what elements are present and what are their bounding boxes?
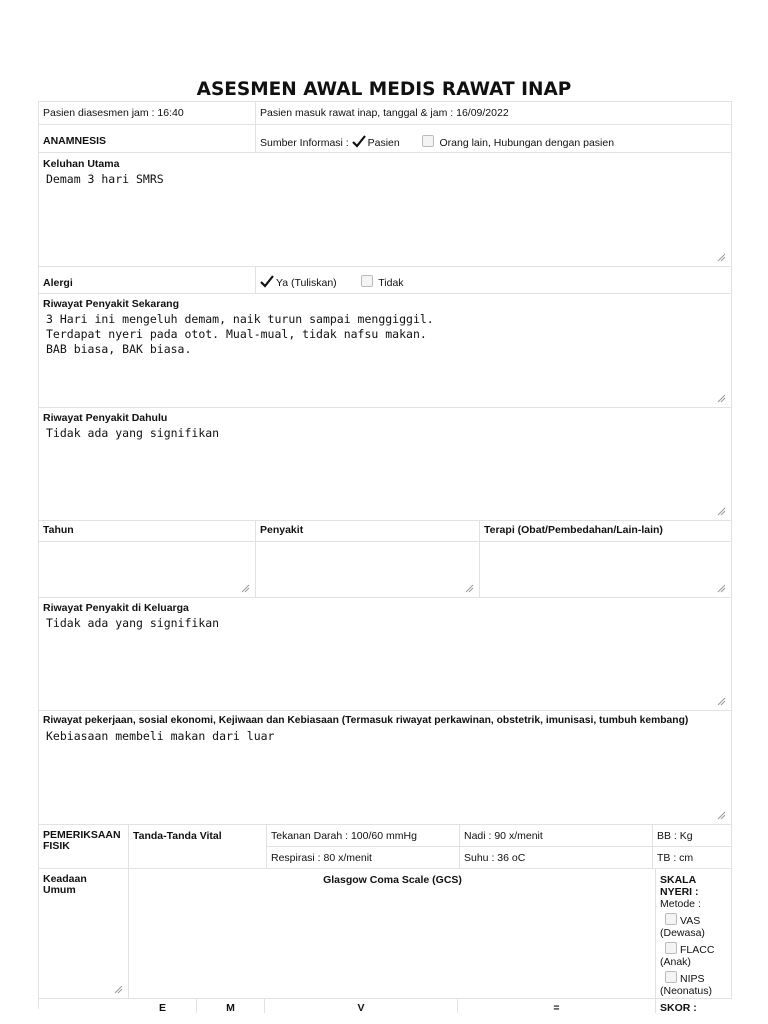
gcs-label: Glasgow Coma Scale (GCS) [323,874,462,886]
source-info-label: Sumber Informasi : [260,137,349,149]
keadaan-umum-label: Keadaan Umum [43,873,87,896]
history-table-row [39,542,732,598]
flacc-checkbox[interactable] [665,942,677,954]
keadaan-umum-textarea[interactable] [39,869,129,999]
riwayat-dahulu-value: Tidak ada yang signifikan [46,426,220,440]
weight-field[interactable] [653,825,732,846]
resize-grip-icon[interactable] [240,583,250,593]
riwayat-sosial-value: Kebiasaan membeli makan dari luar [46,729,275,743]
riwayat-sosial-row [39,711,732,825]
riwayat-keluarga-textarea[interactable] [39,598,732,710]
keluhan-utama-value: Demam 3 hari SMRS [46,172,164,186]
riwayat-sekarang-row [39,294,732,408]
resize-grip-icon[interactable] [113,984,123,994]
resize-grip-icon[interactable] [716,696,726,706]
blood-pressure-field[interactable] [267,825,460,846]
terapi-textarea[interactable] [480,542,732,597]
riwayat-dahulu-row [39,408,732,521]
vas-checkbox[interactable] [665,913,677,925]
height: TB : cm [657,852,694,864]
pain-method-label: Metode : [660,898,701,910]
keluhan-utama-row [39,153,732,267]
gcs-v: V [265,999,458,1013]
resize-grip-icon[interactable] [716,583,726,593]
riwayat-sosial-textarea[interactable] [39,711,732,824]
history-table-header [39,521,732,542]
pemeriksaan-fisik-row [39,825,732,869]
blood-pressure: Tekanan Darah : 100/60 mmHg [271,830,417,842]
assessed-time: Pasien diasesmen jam : 16:40 [43,107,184,119]
riwayat-dahulu-label: Riwayat Penyakit Dahulu [43,412,168,424]
admission-cell [256,102,732,124]
riwayat-keluarga-row [39,598,732,711]
riwayat-sekarang-textarea[interactable] [39,294,732,407]
column-penyakit: Penyakit [260,524,304,536]
riwayat-dahulu-textarea[interactable] [39,408,732,520]
temperature: Suhu : 36 oC [464,852,526,864]
temperature-field[interactable] [460,847,653,869]
gcs-area [129,869,656,999]
check-icon[interactable] [352,135,366,148]
source-patient-label: Pasien [367,137,400,149]
height-field[interactable] [653,847,732,869]
check-icon[interactable] [260,275,274,288]
riwayat-sosial-label: Riwayat pekerjaan, sosial ekonomi, Kejiwaan dan Kebiasaan (Termasuk riwayat perkawinan, obstetrik, imunisasi, tumbuh kembang) [43,715,689,726]
pulse: Nadi : 90 x/menit [464,830,543,842]
gcs-e: E [129,999,197,1013]
vital-signs-label: Tanda-Tanda Vital [133,830,222,842]
assessment-form [38,101,732,1014]
resize-grip-icon[interactable] [716,810,726,820]
pain-option-nips[interactable]: NIPS [660,971,730,985]
gcs-m: M [197,999,265,1013]
pain-scale-title: SKALA NYERI : [660,874,699,898]
keluhan-utama-label: Keluhan Utama [43,158,120,170]
column-tahun: Tahun [43,524,74,536]
riwayat-keluarga-value: Tidak ada yang signifikan [46,616,220,630]
weight: BB : Kg [657,830,693,842]
anamnesis-row [39,125,732,153]
gcs-total: = [458,999,656,1013]
alergi-no-label: Tidak [378,277,404,289]
pain-score-label: SKOR : [660,1002,697,1014]
assessed-time-cell [39,102,256,124]
alergi-row [39,267,732,294]
riwayat-sekarang-label: Riwayat Penyakit Sekarang [43,298,179,310]
alergi-no-checkbox[interactable] [361,275,373,287]
pemeriksaan-fisik-label: PEMERIKSAAN FISIK [43,829,121,852]
pulse-field[interactable] [460,825,653,846]
pain-option-flacc[interactable]: FLACC [660,942,730,956]
column-terapi: Terapi (Obat/Pembedahan/Lain-lain) [484,524,663,536]
resize-grip-icon[interactable] [716,506,726,516]
form-title: ASESMEN AWAL MEDIS RAWAT INAP [196,79,572,100]
gcs-columns [129,999,656,1013]
anamnesis-label: ANAMNESIS [43,135,107,147]
tahun-textarea[interactable] [39,542,256,597]
respiration: Respirasi : 80 x/menit [271,852,372,864]
riwayat-keluarga-label: Riwayat Penyakit di Keluarga [43,602,189,614]
admission-datetime: Pasien masuk rawat inap, tanggal & jam : 16/09/2022 [260,107,509,119]
pain-scale-area: SKALA NYERI : Metode : VAS (Dewasa) FLACC (Anak) NIPS (Neonatus) [656,869,732,999]
keluhan-utama-textarea[interactable] [39,153,732,266]
pain-option-vas[interactable]: VAS [660,913,730,927]
riwayat-sekarang-value: 3 Hari ini mengeluh demam, naik turun sampai menggiggil. Terdapat nyeri pada otot. Mual-mual, tidak nafsu makan. BAB biasa, BAK biasa. [46,312,434,356]
resize-grip-icon[interactable] [464,583,474,593]
resize-grip-icon[interactable] [716,393,726,403]
alergi-label: Alergi [43,277,73,289]
source-other-checkbox[interactable] [422,135,434,147]
alergi-yes-label: Ya (Tuliskan) [276,277,337,289]
resize-grip-icon[interactable] [716,252,726,262]
respiration-field[interactable] [267,847,460,869]
header-row [39,102,732,125]
penyakit-textarea[interactable] [256,542,480,597]
source-other-label: Orang lain, Hubungan dengan pasien [439,137,615,149]
nips-checkbox[interactable] [665,971,677,983]
keadaan-umum-row [39,869,732,1014]
